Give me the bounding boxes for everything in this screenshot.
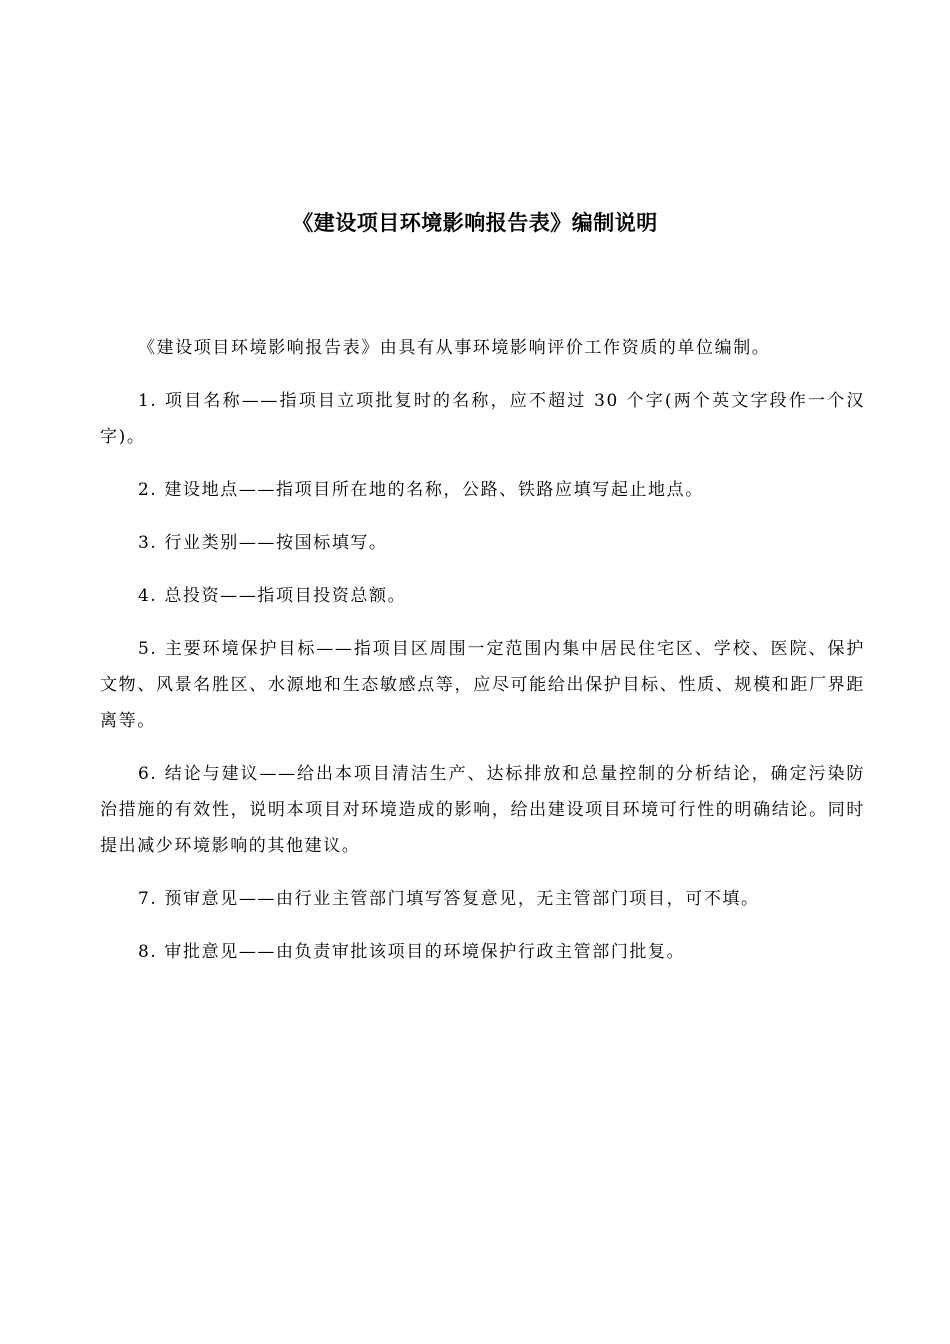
item-total-investment: 4. 总投资——指项目投资总额。 bbox=[138, 586, 407, 606]
intro-paragraph: 《建设项目环境影响报告表》由具有从事环境影响评价工作资质的单位编制。 bbox=[138, 338, 771, 358]
item-construction-site: 2. 建设地点——指项目所在地的名称，公路、铁路应填写起止地点。 bbox=[138, 480, 704, 500]
item-protection-targets: 5. 主要环境保护目标——指项目区周围一定范围内集中居民住宅区、学校、医院、保护文物、风景名胜区、水源地和生态敏感点等，应尽可能给出保护目标、性质、规模和距厂界距离等。 bbox=[100, 639, 865, 731]
item-industry-category: 3. 行业类别——按国标填写。 bbox=[138, 533, 388, 553]
document-title: 《建设项目环境影响报告表》编制说明 bbox=[292, 211, 658, 235]
item-project-name: 1. 项目名称——指项目立项批复时的名称，应不超过 30 个字(两个英文字段作一个汉字)。 bbox=[100, 391, 865, 447]
item-approval: 8. 审批意见——由负责审批该项目的环境保护行政主管部门批复。 bbox=[138, 942, 686, 962]
item-pre-review: 7. 预审意见——由行业主管部门填写答复意见，无主管部门项目，可不填。 bbox=[138, 889, 760, 909]
item-conclusions: 6. 结论与建议——给出本项目清洁生产、达标排放和总量控制的分析结论，确定污染防治措施的有效性，说明本项目对环境造成的影响，给出建设项目环境可行性的明确结论。同时提出减少环境影响的其他建议。 bbox=[100, 764, 865, 856]
document-body bbox=[100, 330, 865, 987]
